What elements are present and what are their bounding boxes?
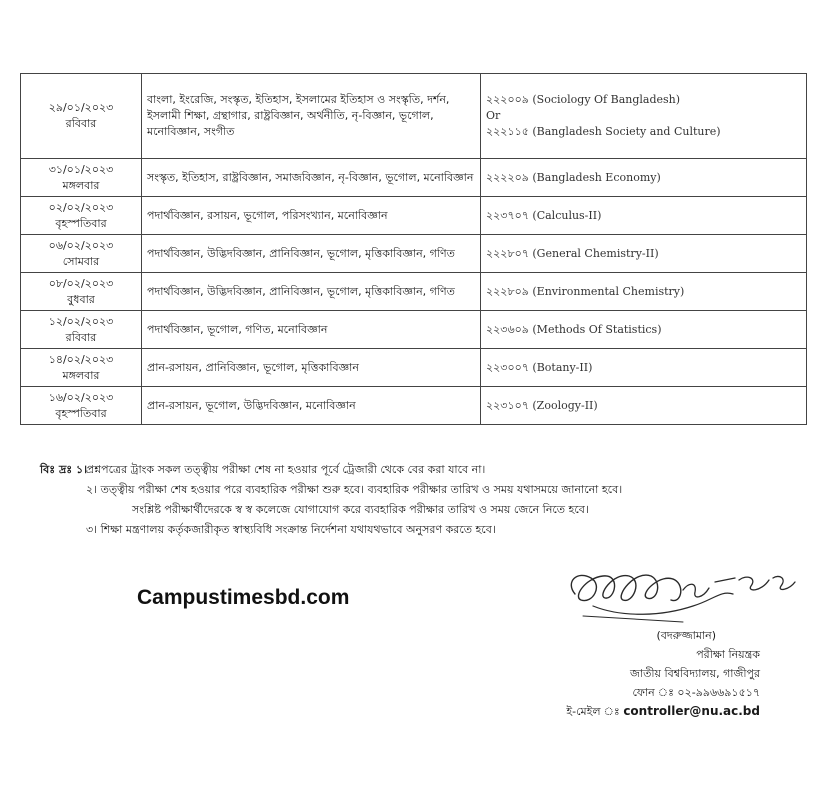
subjects-cell: প্রান-রসায়ন, ভূগোল, উদ্ভিদবিজ্ঞান, মনোবিজ্ঞান (142, 387, 481, 425)
course-code: ২২৩৬০৯ (Methods Of Statistics) (481, 311, 807, 349)
exam-day: রবিবার (65, 330, 97, 344)
date-cell (21, 235, 142, 273)
exam-day: বুধবার (67, 292, 95, 306)
exam-day: মঙ্গলবার (62, 368, 100, 382)
note-2: ২। তত্ত্বীয় পরীক্ষা শেষ হওয়ার পরে ব্যবহারিক পরীক্ষা শুরু হবে। ব্যবহারিক পরীক্ষার তারিখ ও সময় যথাসময়ে জানানো হবে। (86, 483, 623, 496)
signatory-organization: জাতীয় বিশ্ববিদ্যালয়, গাজীপুর (630, 667, 760, 680)
exam-day: সোমবার (62, 254, 100, 268)
signatory-block (470, 626, 760, 721)
course-cell (481, 74, 807, 159)
course-code: ২২৩৭০৭ (Calculus-II) (481, 197, 807, 235)
note-2-continued: সংশ্লিষ্ট পরীক্ষার্থীদেরকে স্ব স্ব কলেজে যোগাযোগ করে ব্যবহারিক পরীক্ষার তারিখ ও সময় জেনে নিতে হবে। (132, 503, 589, 516)
date-cell (21, 387, 142, 425)
exam-day: রবিবার (65, 117, 97, 130)
date-cell (21, 273, 142, 311)
subjects-cell: পদার্থবিজ্ঞান, ভূগোল, গণিত, মনোবিজ্ঞান (142, 311, 481, 349)
signatory-phone: ফোন ঃ ০২-৯৯৬৬৯১৫১৭ (632, 686, 760, 699)
signatory-email-line (470, 702, 760, 721)
exam-date: ১২/০২/২০২৩ (48, 314, 114, 328)
table-row (21, 349, 807, 387)
subjects-cell: সংস্কৃত, ইতিহাস, রাষ্ট্রবিজ্ঞান, সমাজবিজ্ঞান, নৃ-বিজ্ঞান, ভূগোল, মনোবিজ্ঞান (142, 159, 481, 197)
date-cell (21, 74, 142, 159)
note-1 (40, 460, 800, 480)
signatory-name: (বদরুজ্জামান) (656, 629, 716, 642)
note-3: ৩। শিক্ষা মন্ত্রণালয় কর্তৃকজারীকৃত স্বাস্থ্যবিধি সংক্রান্ত নির্দেশনা যথাযথভাবে অনুসরণ করতে হবে। (86, 523, 496, 536)
subjects-cell: পদার্থবিজ্ঞান, উদ্ভিদবিজ্ঞান, প্রানিবিজ্ঞান, ভূগোল, মৃত্তিকাবিজ্ঞান, গণিত (142, 235, 481, 273)
notes-section (40, 460, 800, 540)
exam-day: বৃহস্পতিবার (55, 406, 107, 420)
table-row (21, 235, 807, 273)
table-row (21, 387, 807, 425)
exam-date: ১৬/০২/২০২৩ (48, 390, 114, 404)
email-address: controller@nu.ac.bd (623, 704, 760, 718)
exam-date: ০৮/০২/২০২৩ (48, 276, 114, 290)
date-cell (21, 349, 142, 387)
date-cell (21, 311, 142, 349)
note-1-text: প্রশ্নপত্রের ট্রাংক সকল তত্ত্বীয় পরীক্ষা শেষ না হওয়ার পূর্বে ট্রেজারী থেকে বের করা যাবে না। (86, 463, 486, 476)
subjects-cell: পদার্থবিজ্ঞান, রসায়ন, ভূগোল, পরিসংখ্যান, মনোবিজ্ঞান (142, 197, 481, 235)
table-row (21, 311, 807, 349)
exam-schedule-table (20, 73, 807, 425)
exam-date: ২৯/০১/২০২৩ (48, 101, 114, 114)
table-row (21, 273, 807, 311)
course-code: ২২৩০০৭ (Botany-II) (481, 349, 807, 387)
exam-date: ১৪/০২/২০২৩ (48, 352, 114, 366)
subjects-cell: প্রান-রসায়ন, প্রানিবিজ্ঞান, ভূগোল, মৃত্তিকাবিজ্ঞান (142, 349, 481, 387)
table-row (21, 197, 807, 235)
course-code: ২২৩১০৭ (Zoology-II) (481, 387, 807, 425)
email-label: ই-মেইল ঃ (566, 705, 620, 718)
notes-label: বিঃ দ্রঃ ১। (40, 463, 88, 476)
exam-day: মঙ্গলবার (62, 178, 100, 192)
signature-image (563, 560, 798, 628)
table-row (21, 74, 807, 159)
date-cell (21, 159, 142, 197)
course-code: ২২২০০৯ (Sociology Of Bangladesh) (486, 93, 681, 106)
exam-date: ৩১/০১/২০২৩ (48, 162, 114, 176)
exam-day: বৃহস্পতিবার (55, 216, 107, 230)
course-code-alt: ২২২১১৫ (Bangladesh Society and Culture) (486, 125, 721, 138)
date-cell (21, 197, 142, 235)
source-watermark: Campustimesbd.com (137, 586, 350, 609)
course-code: ২২২২০৯ (Bangladesh Economy) (481, 159, 807, 197)
signatory-title: পরীক্ষা নিয়ন্ত্রক (696, 648, 760, 661)
subjects-cell: বাংলা, ইংরেজি, সংস্কৃত, ইতিহাস, ইসলামের ইতিহাস ও সংস্কৃতি, দর্শন, ইসলামী শিক্ষা, গ্রন্থাগার, রাষ্ট্রবিজ্ঞান, অর্থনীতি, নৃ-বিজ্ঞান, ভূগোল, মনোবিজ্ঞান, সংগীত (142, 74, 481, 159)
exam-date: ০৬/০২/২০২৩ (48, 238, 114, 252)
course-or: Or (486, 109, 501, 122)
course-code: ২২২৮০৭ (General Chemistry-II) (481, 235, 807, 273)
course-code: ২২২৮০৯ (Environmental Chemistry) (481, 273, 807, 311)
table-row (21, 159, 807, 197)
subjects-cell: পদার্থবিজ্ঞান, উদ্ভিদবিজ্ঞান, প্রানিবিজ্ঞান, ভূগোল, মৃত্তিকাবিজ্ঞান, গণিত (142, 273, 481, 311)
exam-date: ০২/০২/২০২৩ (48, 200, 114, 214)
